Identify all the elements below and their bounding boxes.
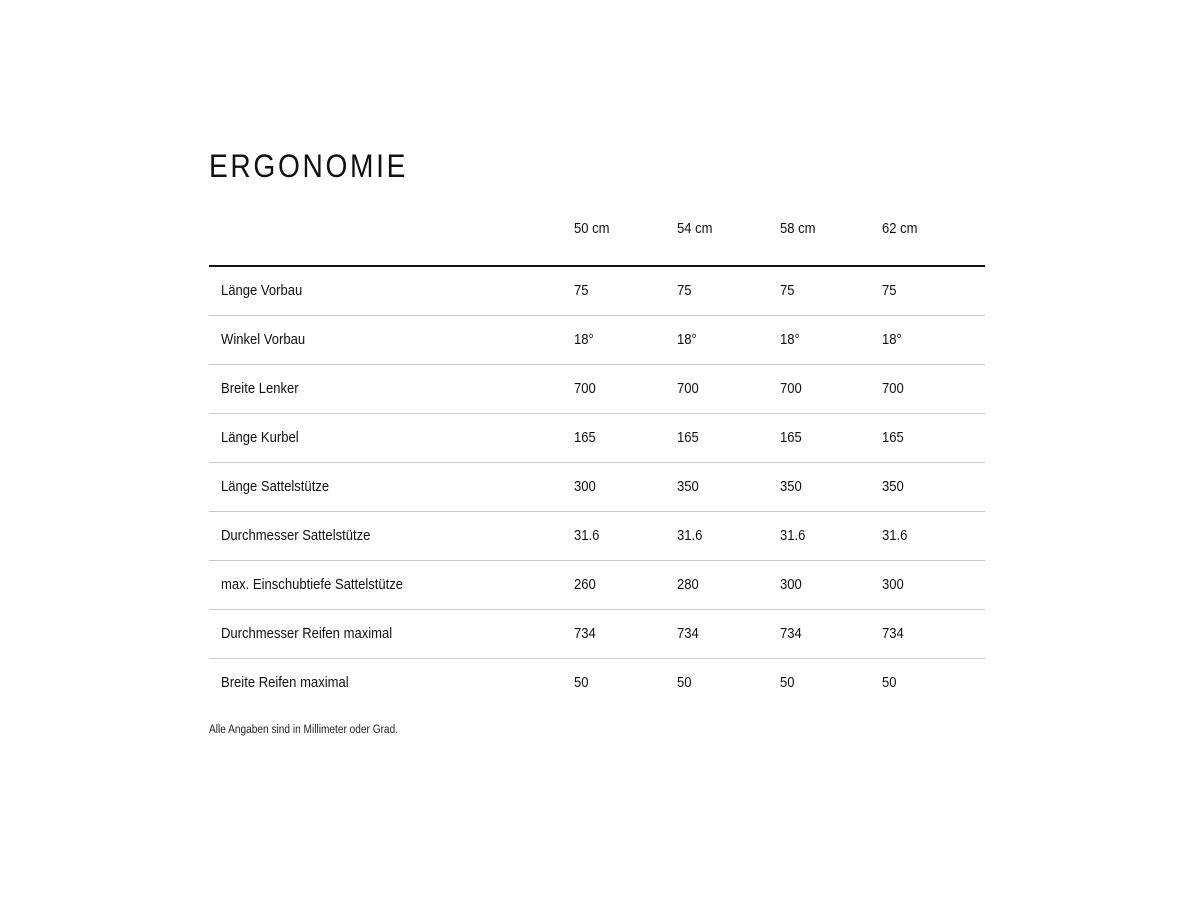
value-cell bbox=[780, 266, 883, 316]
value-cell bbox=[574, 561, 677, 610]
value-cell bbox=[882, 561, 985, 610]
cell-value: 165 bbox=[779, 430, 802, 446]
cell-value: 734 bbox=[882, 626, 905, 642]
cell-value: 700 bbox=[779, 381, 802, 397]
value-cell bbox=[780, 561, 883, 610]
cell-value: 700 bbox=[676, 381, 699, 397]
value-cell bbox=[677, 316, 780, 365]
table-row bbox=[209, 561, 985, 610]
table-row bbox=[209, 316, 985, 365]
value-cell bbox=[780, 512, 883, 561]
row-label: Länge Vorbau bbox=[221, 283, 303, 299]
row-label-cell bbox=[209, 266, 574, 316]
value-cell bbox=[574, 266, 677, 316]
header-cell-size: 54 cm bbox=[677, 220, 780, 266]
value-cell bbox=[780, 659, 883, 708]
cell-value: 350 bbox=[882, 479, 905, 495]
header-cell-label bbox=[209, 220, 574, 266]
row-label-cell bbox=[209, 414, 574, 463]
cell-value: 734 bbox=[676, 626, 699, 642]
table-row bbox=[209, 365, 985, 414]
cell-value: 31.6 bbox=[574, 528, 600, 544]
cell-value: 350 bbox=[676, 479, 699, 495]
cell-value: 18° bbox=[676, 332, 697, 348]
row-label: max. Einschubtiefe Sattelstütze bbox=[221, 577, 404, 593]
value-cell bbox=[574, 365, 677, 414]
cell-value: 300 bbox=[574, 479, 596, 495]
cell-value: 75 bbox=[574, 283, 589, 299]
row-label-cell bbox=[209, 561, 574, 610]
row-label-cell bbox=[209, 365, 574, 414]
row-label: Länge Kurbel bbox=[221, 430, 299, 446]
row-label: Winkel Vorbau bbox=[221, 332, 306, 348]
table-row bbox=[209, 610, 985, 659]
value-cell bbox=[780, 414, 883, 463]
cell-value: 75 bbox=[882, 283, 897, 299]
value-cell bbox=[882, 316, 985, 365]
ergonomics-section bbox=[209, 146, 985, 691]
value-cell bbox=[882, 659, 985, 708]
cell-value: 165 bbox=[574, 430, 596, 446]
row-label-cell bbox=[209, 610, 574, 659]
value-cell bbox=[574, 316, 677, 365]
value-cell bbox=[882, 414, 985, 463]
cell-value: 734 bbox=[779, 626, 802, 642]
cell-value: 734 bbox=[574, 626, 596, 642]
cell-value: 50 bbox=[676, 675, 692, 691]
cell-value: 280 bbox=[676, 577, 699, 593]
cell-value: 18° bbox=[574, 332, 594, 348]
value-cell bbox=[677, 365, 780, 414]
cell-value: 31.6 bbox=[676, 528, 703, 544]
table-row bbox=[209, 512, 985, 561]
value-cell bbox=[882, 463, 985, 512]
value-cell bbox=[882, 512, 985, 561]
cell-value: 18° bbox=[779, 332, 800, 348]
value-cell bbox=[574, 414, 677, 463]
header-cell-size: 62 cm bbox=[882, 220, 985, 266]
header-cell-size: 50 cm bbox=[574, 220, 677, 266]
value-cell bbox=[574, 610, 677, 659]
value-cell bbox=[882, 610, 985, 659]
cell-value: 165 bbox=[882, 430, 905, 446]
value-cell bbox=[882, 266, 985, 316]
value-cell bbox=[780, 463, 883, 512]
cell-value: 31.6 bbox=[779, 528, 805, 544]
row-label-cell bbox=[209, 659, 574, 708]
value-cell bbox=[677, 463, 780, 512]
row-label: Durchmesser Sattelstütze bbox=[221, 528, 371, 544]
cell-value: 18° bbox=[882, 332, 902, 348]
value-cell bbox=[677, 414, 780, 463]
cell-value: 75 bbox=[779, 283, 795, 299]
value-cell bbox=[574, 512, 677, 561]
row-label-cell bbox=[209, 512, 574, 561]
ergonomics-table bbox=[209, 220, 985, 707]
value-cell bbox=[677, 512, 780, 561]
cell-value: 50 bbox=[882, 675, 897, 691]
table-header-row bbox=[209, 220, 985, 266]
value-cell bbox=[780, 316, 883, 365]
value-cell bbox=[677, 266, 780, 316]
row-label-cell bbox=[209, 463, 574, 512]
table-row bbox=[209, 659, 985, 708]
cell-value: 75 bbox=[676, 283, 692, 299]
cell-value: 350 bbox=[779, 479, 802, 495]
value-cell bbox=[677, 610, 780, 659]
table-row bbox=[209, 463, 985, 512]
cell-value: 700 bbox=[574, 381, 596, 397]
table-row bbox=[209, 266, 985, 316]
cell-value: 300 bbox=[779, 577, 802, 593]
footnote: Alle Angaben sind in Millimeter oder Grad. bbox=[209, 724, 399, 736]
cell-value: 165 bbox=[676, 430, 699, 446]
cell-value: 31.6 bbox=[882, 528, 908, 544]
row-label: Durchmesser Reifen maximal bbox=[221, 626, 393, 642]
row-label: Länge Sattelstütze bbox=[221, 479, 330, 495]
page-title: ERGONOMIE bbox=[209, 148, 408, 184]
value-cell bbox=[677, 659, 780, 708]
value-cell bbox=[780, 365, 883, 414]
row-label: Breite Lenker bbox=[221, 381, 299, 397]
row-label-cell bbox=[209, 316, 574, 365]
value-cell bbox=[882, 365, 985, 414]
cell-value: 700 bbox=[882, 381, 905, 397]
cell-value: 260 bbox=[574, 577, 596, 593]
value-cell bbox=[574, 463, 677, 512]
value-cell bbox=[677, 561, 780, 610]
cell-value: 300 bbox=[882, 577, 905, 593]
header-cell-size: 58 cm bbox=[780, 220, 883, 266]
value-cell bbox=[780, 610, 883, 659]
table-row bbox=[209, 414, 985, 463]
row-label: Breite Reifen maximal bbox=[221, 675, 349, 691]
cell-value: 50 bbox=[574, 675, 589, 691]
cell-value: 50 bbox=[779, 675, 795, 691]
value-cell bbox=[574, 659, 677, 708]
